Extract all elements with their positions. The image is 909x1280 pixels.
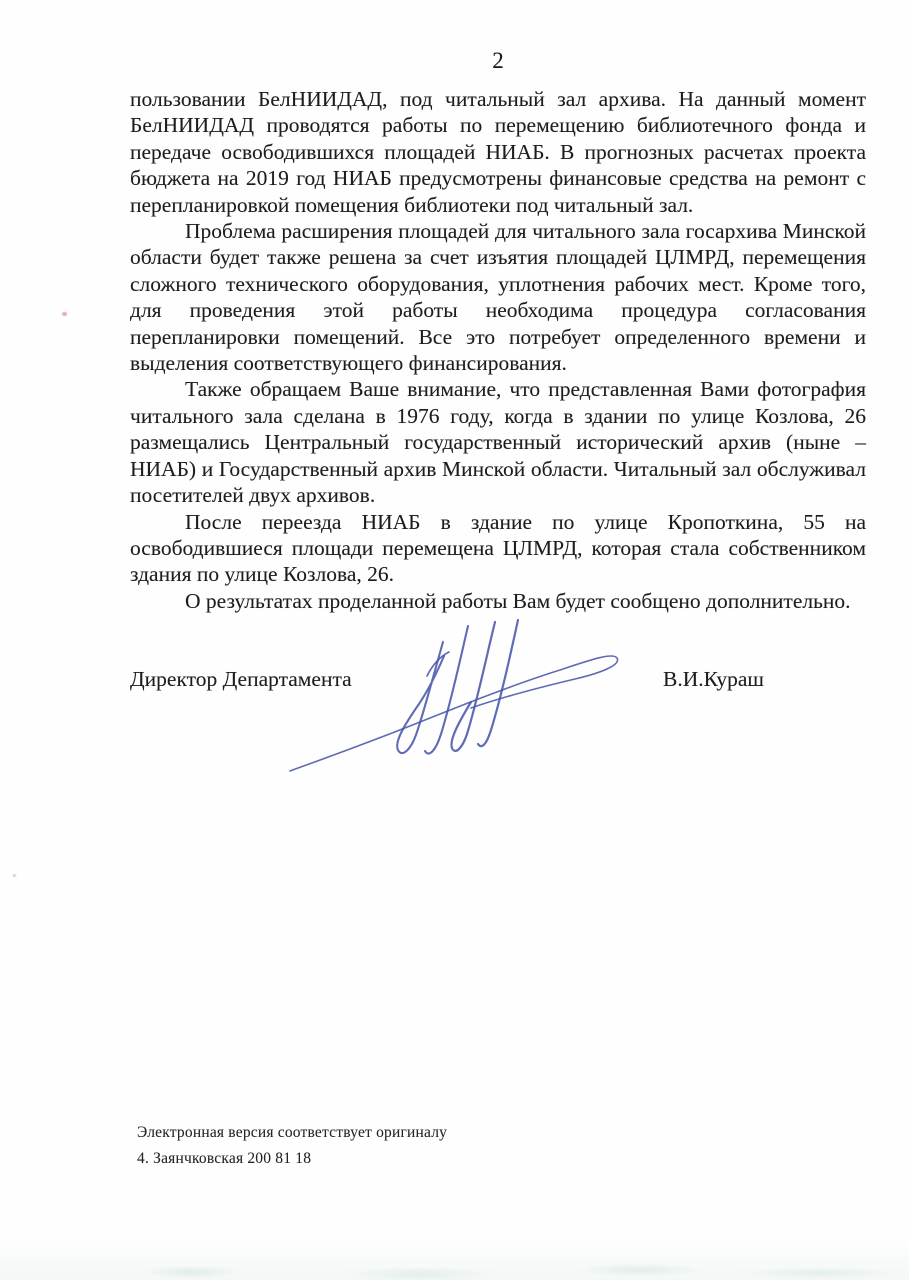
body-paragraph: Проблема расширения площадей для читального зала госархива Минской области будет также решена за счет изъятия площадей ЦЛМРД, перемещения сложного технического оборудования, уплотнения рабочих мест. Кроме того, для проведения этой работы необходима процедура согласования перепланировки помещений. Все это потребует определенного времени и выделения соответствующего финансирования. [130,219,866,376]
body-paragraph: После переезда НИАБ в здание по улице Кропоткина, 55 на освободившиеся площади перемещена ЦЛМРД, которая стала собственником здания по улице Козлова, 26. [130,509,866,587]
signer-title: Директор Департамента [130,667,352,691]
body-paragraph: О результатах проделанной работы Вам будет сообщено дополнительно. [185,588,851,613]
scan-artifact-red-dot [62,312,67,316]
scan-artifact-gray-speck [13,874,16,877]
footer-certification-note: Электронная версия соответствует оригиналу [137,1124,448,1141]
body-paragraph: Также обращаем Ваше внимание, что представленная Вами фотография читального зала сделана в 1976 году, когда в здании по улице Козлова, 26 размещались Центральный государственный исторический архив (ныне – НИАБ) и Государственный архив Минской области. Читальный зал обслуживал посетителей двух архивов. [130,377,866,508]
scan-edge-artifact [0,1240,909,1280]
footer-executor-note: 4. Заянчковская 200 81 18 [137,1150,312,1167]
page-number: 2 [492,48,504,73]
letter-body [130,86,866,614]
body-paragraph: пользовании БелНИИДАД, под читальный зал архива. На данный момент БелНИИДАД проводятся работы по перемещению библиотечного фонда и передаче освободившихся площадей НИАБ. В прогнозных расчетах проекта бюджета на 2019 год НИАБ предусмотрены финансовые средства на ремонт с перепланировкой помещения библиотеки под читальный зал. [130,87,866,217]
signer-name: В.И.Кураш [663,667,764,691]
handwritten-signature-icon [275,612,625,782]
